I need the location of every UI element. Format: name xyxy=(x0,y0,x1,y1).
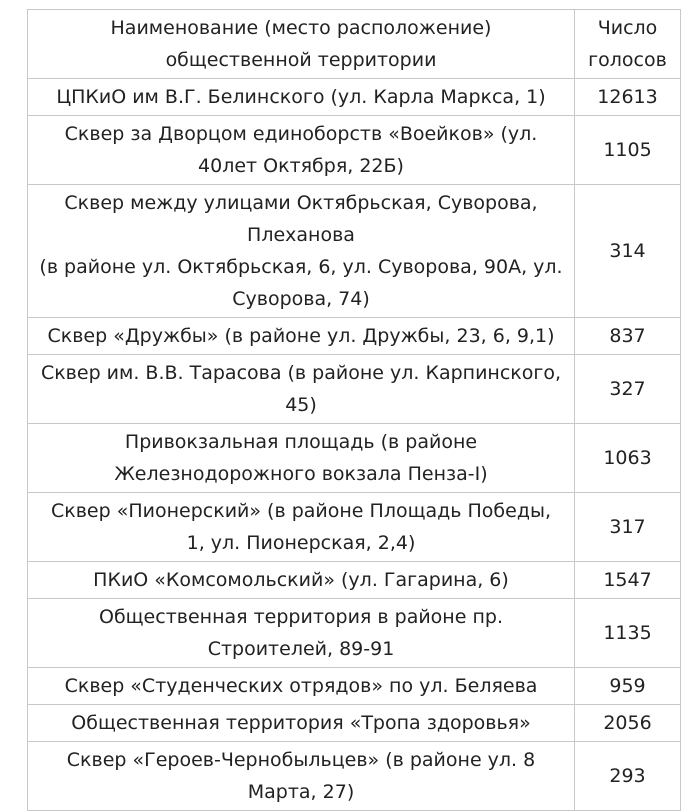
territory-name-cell xyxy=(28,424,575,493)
territory-name-line: Сквер между улицами Октябрьская, Суворова, xyxy=(64,192,538,214)
territory-name-line: Плеханова xyxy=(247,224,355,246)
votes-count-cell xyxy=(575,742,681,811)
territory-name-line: Строителей, 89-91 xyxy=(207,638,395,660)
votes-count-cell xyxy=(575,355,681,424)
territory-name-cell xyxy=(28,355,575,424)
votes-count: 314 xyxy=(609,240,646,262)
territory-name-line: ЦПКиО им В.Г. Белинского (ул. Карла Маркса, 1) xyxy=(56,86,546,108)
table-row xyxy=(28,599,681,668)
territory-name-line: Железнодорожного вокзала Пенза-I) xyxy=(114,463,488,485)
territory-name-line: 40лет Октября, 22Б) xyxy=(198,155,404,177)
table-row xyxy=(28,355,681,424)
votes-count: 327 xyxy=(609,378,646,400)
votes-count-cell xyxy=(575,705,681,742)
votes-count-cell xyxy=(575,318,681,355)
votes-count-cell xyxy=(575,668,681,705)
header-row xyxy=(28,10,681,79)
territory-name-line: Сквер «Студенческих отрядов» по ул. Беляева xyxy=(64,675,538,697)
votes-count-cell xyxy=(575,599,681,668)
header-name-line: общественной территории xyxy=(165,49,437,71)
territory-name-cell xyxy=(28,742,575,811)
territory-name-line: Общественная территория в районе пр. xyxy=(98,606,503,628)
territory-name-line: ПКиО «Комсомольский» (ул. Гагарина, 6) xyxy=(93,569,509,591)
votes-count: 1135 xyxy=(603,622,652,644)
votes-count-cell xyxy=(575,562,681,599)
territory-name-cell xyxy=(28,668,575,705)
header-votes-line: голосов xyxy=(588,49,667,71)
table-row xyxy=(28,318,681,355)
territory-name-line: Сквер «Дружбы» (в районе ул. Дружбы, 23, 6, 9,1) xyxy=(47,325,555,347)
table-row xyxy=(28,493,681,562)
table-row xyxy=(28,705,681,742)
header-name-cell xyxy=(28,10,575,79)
territory-name-cell xyxy=(28,599,575,668)
territory-name-cell xyxy=(28,562,575,599)
header-name-line: Наименование (место расположение) xyxy=(110,17,492,39)
votes-count-cell xyxy=(575,493,681,562)
territory-name-line: Общественная территория «Тропа здоровья» xyxy=(71,712,531,734)
votes-count: 12613 xyxy=(597,86,658,108)
votes-count: 837 xyxy=(609,325,646,347)
territory-name-line: Привокзальная площадь (в районе xyxy=(124,431,478,453)
territory-name-cell xyxy=(28,705,575,742)
votes-count: 1063 xyxy=(603,447,652,469)
territory-name-line: Сквер за Дворцом единоборств «Воейков» (ул. xyxy=(64,123,538,145)
votes-count: 1547 xyxy=(603,569,652,591)
votes-table xyxy=(27,9,681,811)
table-row xyxy=(28,185,681,318)
territory-name-cell xyxy=(28,116,575,185)
territory-name-cell xyxy=(28,493,575,562)
votes-count-cell xyxy=(575,424,681,493)
votes-count-cell xyxy=(575,116,681,185)
table-row xyxy=(28,424,681,493)
votes-count-cell xyxy=(575,79,681,116)
header-votes-line: Число xyxy=(597,17,658,39)
territory-name-line: Сквер им. В.В. Тарасова (в районе ул. Карпинского, xyxy=(40,362,562,384)
territory-name-line: Сквер «Пионерский» (в районе Площадь Победы, xyxy=(50,500,551,522)
territory-name-line: 1, ул. Пионерская, 2,4) xyxy=(186,532,416,554)
territory-name-line: 45) xyxy=(285,394,317,416)
table-row xyxy=(28,742,681,811)
header-votes-cell xyxy=(575,10,681,79)
votes-count-cell xyxy=(575,185,681,318)
votes-count: 959 xyxy=(609,675,646,697)
territory-name-cell xyxy=(28,79,575,116)
votes-count: 317 xyxy=(609,516,646,538)
territory-name-line: Сквер «Героев-Чернобыльцев» (в районе ул. 8 xyxy=(66,749,536,771)
territory-name-cell xyxy=(28,185,575,318)
votes-count: 2056 xyxy=(603,712,652,734)
table-row xyxy=(28,668,681,705)
table-row xyxy=(28,79,681,116)
table-row xyxy=(28,116,681,185)
territory-name-line: (в районе ул. Октябрьская, 6, ул. Суворова, 90А, ул. xyxy=(39,256,563,278)
territory-name-cell xyxy=(28,318,575,355)
territory-name-line: Суворова, 74) xyxy=(232,288,370,310)
votes-count: 1105 xyxy=(603,139,652,161)
table-row xyxy=(28,562,681,599)
votes-count: 293 xyxy=(609,765,646,787)
territory-name-line: Марта, 27) xyxy=(247,781,355,803)
